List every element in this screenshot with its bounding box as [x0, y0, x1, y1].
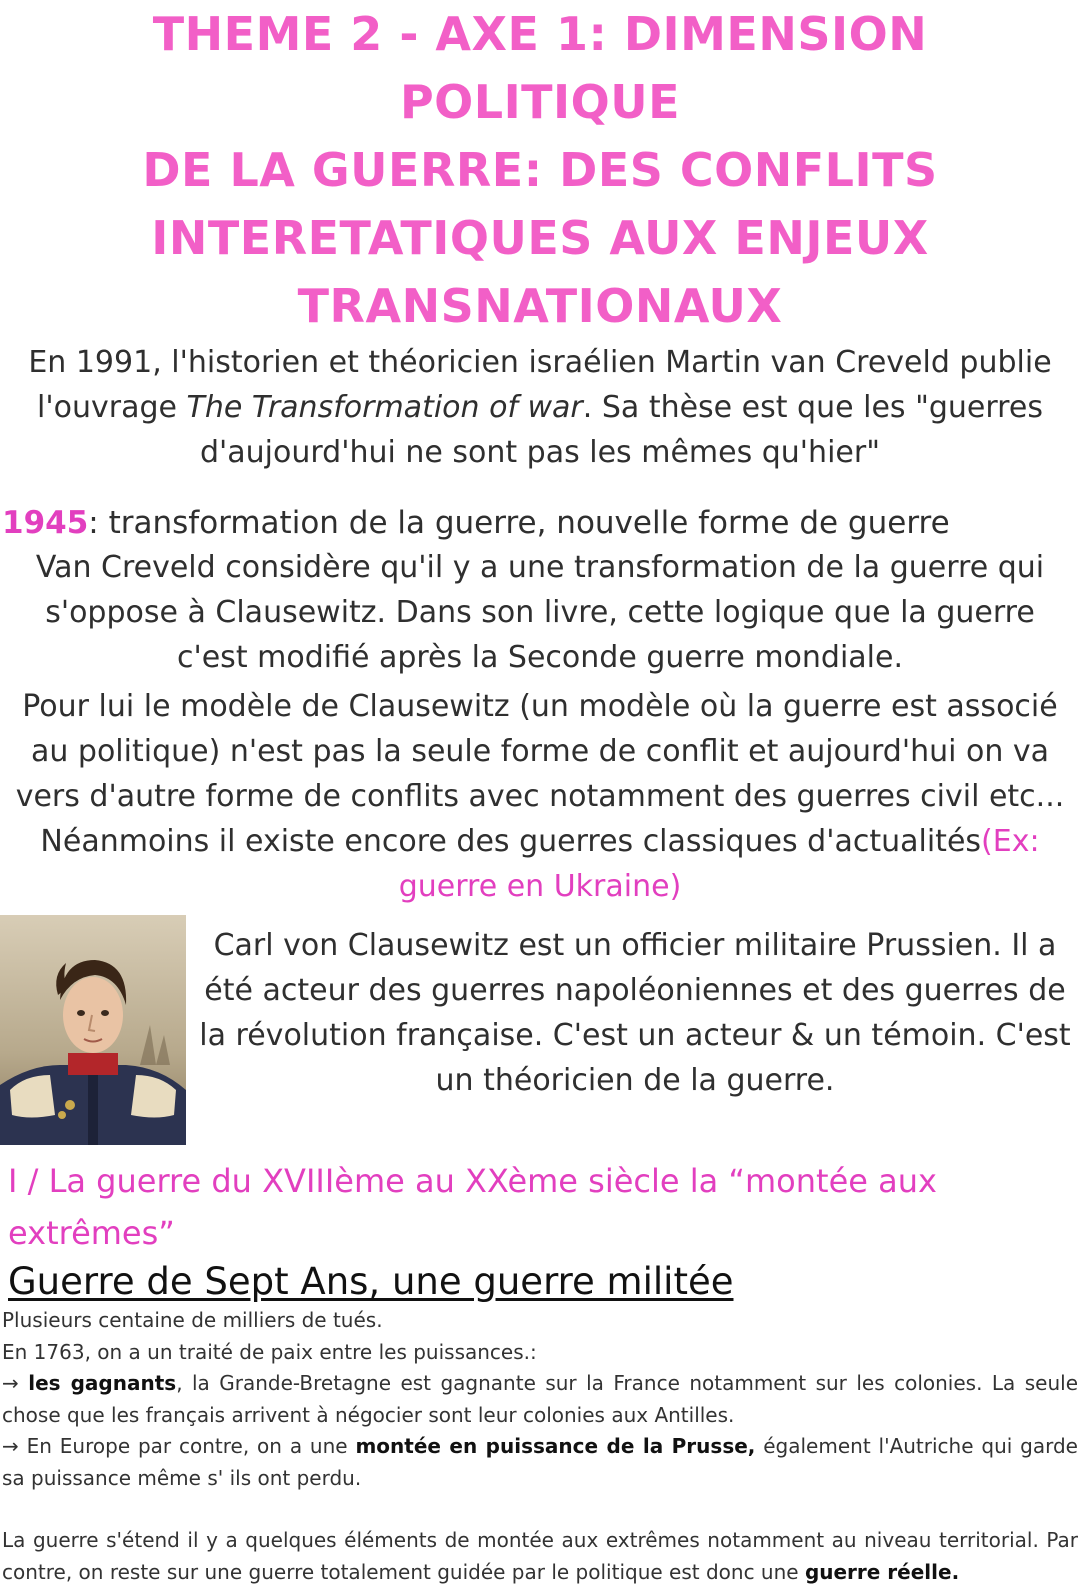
- creveld-paragraph: Van Creveld considère qu'il y a une transformation de la guerre qui s'oppose à Clausewitz. Dans son livre, cette logique que la guerre c'est modifié après la Seconde guerre mondiale.: [35, 550, 1045, 675]
- body-paragraph-europe: [0, 1431, 1080, 1494]
- intro-text-after: . Sa thèse est que les "guerres d'aujourd'hui ne sont pas les mêmes qu'hier": [199, 390, 1043, 470]
- winners-text: , la Grande-Bretagne est gagnante sur la France notamment sur les colonies. La seule chose que les français arrivent à négocier sont leur colonies aux Antilles.: [2, 1371, 1078, 1427]
- prussia-bold: montée en puissance de la Prusse,: [355, 1434, 756, 1458]
- ukraine-example: (Ex: guerre en Ukraine): [398, 824, 1040, 904]
- winners-bold: les gagnants: [28, 1371, 177, 1395]
- body-paragraph-winners: [0, 1368, 1080, 1431]
- title-line-2: DE LA GUERRE: DES CONFLITS: [142, 143, 938, 197]
- body-line-treaty: En 1763, on a un traité de paix entre les puissances.:: [2, 1339, 537, 1364]
- page-title: [0, 0, 1080, 340]
- intro-paragraph: [25, 340, 1055, 475]
- body-paragraph-conclusion: [0, 1525, 1080, 1588]
- title-line-4: TRANSNATIONAUX: [297, 279, 783, 333]
- clausewitz-model-text: Pour lui le modèle de Clausewitz (un modèle où la guerre est associé au politique) n'est pas la seule forme de conflit et aujourd'hui on va vers d'autre forme de conflits avec notamment des guerres civil etc... Néanmoins il existe encore des guerres classiques d'actualités: [15, 689, 1065, 859]
- arrow-icon: →: [2, 1434, 19, 1458]
- title-line-3: INTERETATIQUES AUX ENJEUX: [151, 211, 929, 265]
- clausewitz-bio: Carl von Clausewitz est un officier militaire Prussien. Il a été acteur des guerres napoléoniennes et des guerres de la révolution française. C'est un acteur & un témoin. C'est un théoricien de la guerre.: [199, 928, 1071, 1098]
- real-war-bold: guerre réelle.: [804, 1559, 960, 1584]
- year-description: : transformation de la guerre, nouvelle forme de guerre: [88, 505, 950, 541]
- conclusion-text: La guerre s'étend il y a quelques éléments de montée aux extrêmes notamment au niveau territorial. Par contre, on reste sur une guerre totalement guidée par le politique est donc une: [2, 1528, 1078, 1584]
- book-title: The Transformation of war: [186, 390, 583, 425]
- portrait-icon: [0, 915, 186, 1145]
- title-line-1: THEME 2 - AXE 1: DIMENSION POLITIQUE: [152, 7, 928, 129]
- subsection-heading: Guerre de Sept Ans, une guerre militée: [8, 1260, 734, 1303]
- clausewitz-section: [0, 915, 1080, 1145]
- spacer: [0, 1494, 1080, 1525]
- portrait-image: [0, 915, 186, 1145]
- year-label: 1945: [2, 505, 89, 541]
- section-heading: I / La guerre du XVIIIème au XXème siècle la “montée aux extrêmes”: [8, 1162, 937, 1252]
- europe-text-rest: également l'Autriche qui garde sa puissance même s' ils ont perdu.: [2, 1434, 1078, 1490]
- intro-text-before: En 1991, l'historien et théoricien israélien Martin van Creveld publie l'ouvrage: [28, 345, 1052, 425]
- year-1945-line: [0, 501, 1080, 545]
- arrow-icon: →: [2, 1371, 19, 1395]
- body-line-casualties: Plusieurs centaine de milliers de tués.: [2, 1308, 383, 1332]
- clausewitz-model-paragraph: [2, 684, 1078, 909]
- europe-text-start: En Europe par contre, on a une: [18, 1434, 356, 1458]
